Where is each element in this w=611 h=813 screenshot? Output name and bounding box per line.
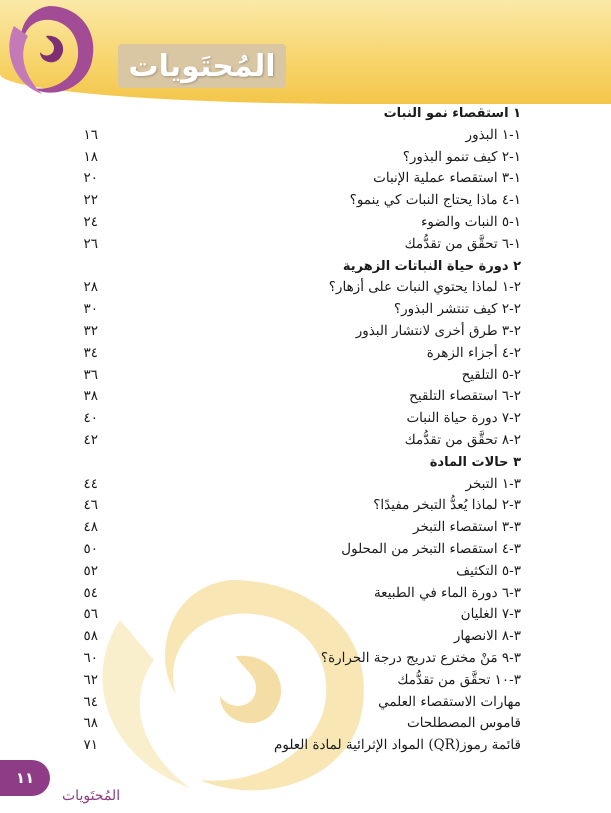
toc-row (0, 626, 611, 648)
toc-row (0, 299, 611, 321)
toc-entry-label: ١-٥ النبات والضوء (421, 213, 521, 230)
toc-row (0, 365, 611, 387)
toc-row (0, 604, 611, 626)
toc-page-number: ١٦ (83, 126, 98, 143)
toc-entry-label: ٣-٥ التكثيف (456, 562, 521, 579)
toc-entry-label: ١-٢ كيف تنمو البذور؟ (402, 148, 521, 165)
toc-entry-label: قاموس المصطلحات (407, 715, 521, 732)
toc-page-number: ٢٠ (83, 170, 98, 187)
toc-entry-label: ١-٦ تحقَّق من تقدُّمك (404, 235, 521, 252)
toc-page-number: ٢٤ (83, 213, 98, 230)
toc-row (0, 190, 611, 212)
toc-unit-heading: ١ استقصاء نمو النبات (383, 106, 521, 121)
page-title: المُحتَويات (128, 48, 276, 84)
toc-row (0, 583, 611, 605)
toc-entry-label: ٢-٨ تحقَّق من تقدُّمك (404, 431, 521, 448)
toc-page-number: ٦٤ (83, 693, 98, 710)
toc-entry-label: ٣-١٠ تحقَّق من تقدُّمك (397, 671, 521, 688)
toc-row (0, 539, 611, 561)
toc-row (0, 168, 611, 190)
toc-entry-label: قائمة رموز(QR) المواد الإثرائية لمادة العلوم (273, 737, 521, 754)
toc-page-number: ٥٠ (83, 540, 98, 557)
toc-page-number: ٢٢ (83, 192, 98, 209)
toc-page-number: ٧١ (83, 737, 98, 754)
toc-row (0, 735, 611, 757)
toc-page-number: ١٨ (83, 148, 98, 165)
toc-row (0, 648, 611, 670)
toc-row (0, 125, 611, 147)
toc-row (0, 408, 611, 430)
toc-page-number: ٢٦ (83, 235, 98, 252)
toc-entry-label: ٢-٧ دورة حياة النبات (406, 410, 521, 427)
toc-row (0, 212, 611, 234)
toc-entry-label: ٢-٣ طرق أخرى لانتشار البذور (355, 322, 521, 339)
toc-row (0, 147, 611, 169)
toc-page-number: ٥٤ (83, 584, 98, 601)
toc-row (0, 692, 611, 714)
toc-page-number: ٣٠ (83, 301, 98, 318)
toc-page-number: ٣٨ (83, 388, 98, 405)
toc-page-number: ٣٦ (83, 366, 98, 383)
toc-row (0, 234, 611, 256)
toc-row (0, 561, 611, 583)
toc-entry-label: ٣-٨ الانصهار (453, 628, 521, 645)
toc-entry-label: ٢-١ لماذا يحتوي النبات على أزهار؟ (328, 279, 521, 296)
toc-row (0, 321, 611, 343)
toc-page-number: ٥٦ (83, 606, 98, 623)
toc-unit-heading: ٢ دورة حياة النباتات الزهرية (342, 258, 521, 274)
toc-row (0, 386, 611, 408)
toc-page-number: ٤٢ (83, 431, 98, 448)
toc-entry-label: ٣-٧ الغليان (460, 606, 521, 623)
toc-page-number: ٢٨ (83, 279, 98, 296)
toc-entry-label: ٣-٢ لماذا يُعدُّ التبخر مفيدًا؟ (373, 497, 521, 514)
toc-entry-label: ١-٤ ماذا يحتاج النبات كي ينمو؟ (349, 192, 521, 209)
toc-row (0, 277, 611, 299)
toc-page-number: ٤٠ (83, 410, 98, 427)
toc-page-number: ٦٨ (83, 715, 98, 732)
toc-page-number: ٦٢ (83, 671, 98, 688)
toc-entry-label: ٢-٤ أجزاء الزهرة (426, 344, 521, 361)
table-of-contents (0, 103, 611, 757)
toc-row (0, 430, 611, 452)
toc-entry-label: مهارات الاستقصاء العلمي (378, 693, 521, 710)
toc-row (0, 495, 611, 517)
toc-entry-label: ٣-١ التبخر (465, 475, 521, 492)
title-box (118, 44, 286, 88)
toc-page-number: ٤٤ (83, 475, 98, 492)
toc-row (0, 343, 611, 365)
toc-row (0, 103, 611, 125)
toc-page-number: ٤٦ (83, 497, 98, 514)
toc-row (0, 517, 611, 539)
toc-entry-label: ١-٣ استقصاء عملية الإنبات (373, 170, 521, 187)
toc-entry-label: ٣-٩ مَنْ مخترع تدريج درجة الحرارة؟ (320, 649, 521, 666)
toc-entry-label: ٢-٦ استقصاء التلقيح (409, 388, 521, 405)
toc-page-number: ٣٢ (83, 322, 98, 339)
toc-page-number: ٦٠ (83, 649, 98, 666)
toc-entry-label: ٢-٢ كيف تنتشر البذور؟ (393, 301, 521, 318)
swirl-logo-icon (0, 0, 104, 106)
toc-unit-heading: ٣ حالات المادة (429, 454, 521, 470)
toc-row (0, 256, 611, 278)
toc-row (0, 474, 611, 496)
footer-label: المُحتَويات (62, 788, 121, 804)
toc-entry-label: ٣-٣ استقصاء التبخر (413, 519, 521, 536)
toc-entry-label: ٢-٥ التلقيح (461, 366, 521, 383)
toc-page-number: ٣٤ (83, 344, 98, 361)
toc-page-number: ٥٢ (83, 562, 98, 579)
toc-row (0, 670, 611, 692)
page-number: ١١ (15, 769, 35, 787)
page-number-badge (0, 760, 50, 796)
toc-page-number: ٥٨ (83, 628, 98, 645)
toc-row (0, 452, 611, 474)
toc-row (0, 713, 611, 735)
toc-entry-label: ٣-٤ استقصاء التبخر من المحلول (341, 540, 521, 557)
toc-page-number: ٤٨ (83, 519, 98, 536)
toc-entry-label: ١-١ البذور (465, 126, 521, 143)
toc-entry-label: ٣-٦ دورة الماء في الطبيعة (373, 584, 521, 601)
